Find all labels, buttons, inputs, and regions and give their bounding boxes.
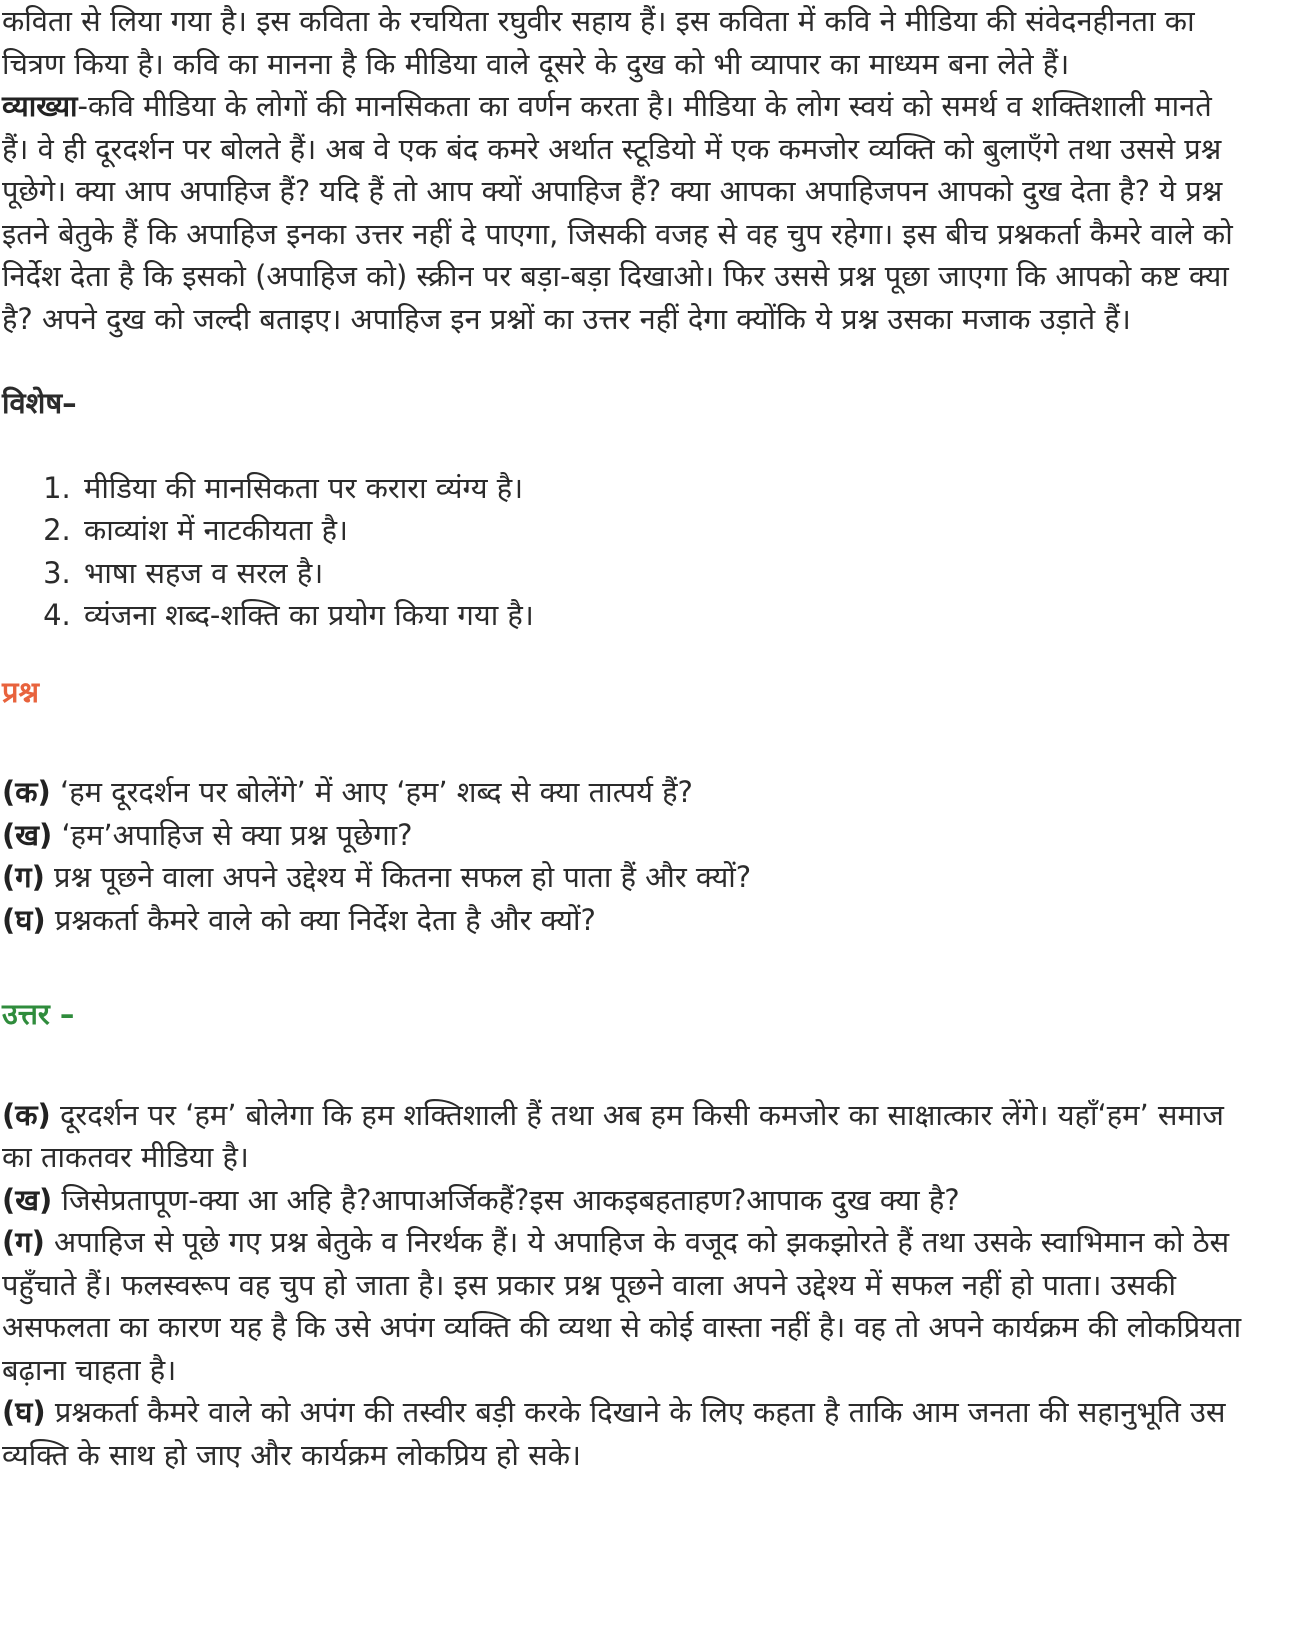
prashn-heading: प्रश्न (2, 674, 40, 709)
question-label: (ख) (2, 817, 53, 852)
answer-label: (क) (2, 1097, 51, 1132)
question-label: (ग) (2, 860, 45, 894)
answer-label: (ग) (2, 1225, 45, 1259)
question-item (2, 814, 1242, 857)
question-label: (घ) (2, 902, 46, 937)
question-text: प्रश्न पूछने वाला अपने उद्देश्य में कितना सफल हो पाता हैं और क्यों? (44, 860, 752, 894)
list-item: 1. मीडिया की मानसिकता पर करारा व्यंग्य है। (80, 467, 1242, 510)
question-item (2, 771, 1242, 814)
vyakhya-paragraph (2, 85, 1242, 340)
answer-text: जिसेप्रतापूण-क्या आ अहि है?आपाअर्जिकहैं?इस आकइबहताहण?आपाक दुख क्या है? (52, 1182, 960, 1217)
list-item: 4. व्यंजना शब्द-शक्ति का प्रयोग किया गया है। (80, 594, 1242, 637)
vyakhya-label: व्याख्या (2, 89, 78, 123)
question-label: (क) (2, 775, 51, 809)
answer-item (2, 1094, 1242, 1179)
answer-item (2, 1391, 1242, 1476)
question-item (2, 856, 1242, 899)
list-item: 2. काव्यांश में नाटकीयता है। (80, 509, 1242, 552)
vishesh-heading: विशेष– (2, 386, 77, 420)
answer-text: प्रश्नकर्ता कैमरे वाले को अपंग की तस्वीर बड़ी करके दिखाने के लिए कहता है ताकि आम जनता की सहानुभूति उस व्यक्ति के साथ हो जाए और कार्यक्रम लोकप्रिय हो सके। (2, 1395, 1226, 1472)
vyakhya-text: -कवि मीडिया के लोगों की मानसिकता का वर्णन करता है। मीडिया के लोग स्वयं को समर्थ व शक्तिशाली मानते हैं। वे ही दूरदर्शन पर बोलते हैं। अब वे एक बंद कमरे अर्थात स्टूडियो में एक कमजोर व्यक्ति को बुलाएँगे तथा उससे प्रश्न पूछेगे। क्या आप अपाहिज हैं? यदि हैं तो आप क्यों अपाहिज हैं? क्या आपका अपाहिजपन आपको दुख देता है? ये प्रश्न इतने बेतुके हैं कि अपाहिज इनका उत्तर नहीं दे पाएगा, जिसकी वजह से वह चुप रहेगा। इस बीच प्रश्नकर्ता कैमरे वाले को निर्देश देता है कि इसको (अपाहिज को) स्क्रीन पर बड़ा-बड़ा दिखाओ। फिर उससे प्रश्न पूछा जाएगा कि आपको कष्ट क्या है? अपने दुख को जल्दी बताइए। अपाहिज इन प्रश्नों का उत्तर नहीं देगा क्योंकि ये प्रश्न उसका मजाक उड़ाते हैं। (2, 89, 1233, 336)
question-text: प्रश्नकर्ता कैमरे वाले को क्या निर्देश देता है और क्यों? (45, 902, 596, 937)
question-item (2, 899, 1242, 942)
uttar-heading: उत्तर – (2, 997, 75, 1031)
answer-text: दूरदर्शन पर ‘हम’ बोलेगा कि हम शक्तिशाली हैं तथा अब हम किसी कमजोर का साक्षात्कार लेंगे। यहाँ‘हम’ समाज का ताकतवर मीडिया है। (2, 1097, 1224, 1174)
answer-item (2, 1221, 1242, 1391)
answer-text: अपाहिज से पूछे गए प्रश्न बेतुके व निरर्थक हैं। ये अपाहिज के वजूद को झकझोरते हैं तथा उसके स्वाभिमान को ठेस पहुँचाते हैं। फलस्वरूप वह चुप हो जाता है। इस प्रकार प्रश्न पूछने वाला अपने उद्देश्य में सफल नहीं हो पाता। उसकी असफलता का कारण यह है कि उसे अपंग व्यक्ति की व्यथा से कोई वास्ता नहीं है। वह तो अपने कार्यक्रम की लोकप्रियता बढ़ाना चाहता है। (2, 1225, 1242, 1387)
answer-item (2, 1179, 1242, 1222)
list-item: 3. भाषा सहज व सरल है। (80, 552, 1242, 595)
vishesh-list (2, 467, 1242, 637)
answer-label: (घ) (2, 1395, 46, 1429)
question-text: ‘हम दूरदर्शन पर बोलेंगे’ में आए ‘हम’ शब्द से क्या तात्पर्य हैं? (50, 775, 693, 809)
intro-paragraph: कविता से लिया गया है। इस कविता के रचयिता रघुवीर सहाय हैं। इस कविता में कवि ने मीडिया की संवेदनहीनता का चित्रण किया है। कवि का मानना है कि मीडिया वाले दूसरे के दुख को भी व्यापार का माध्यम बना लेते हैं। (2, 4, 1195, 81)
answer-label: (ख) (2, 1182, 53, 1217)
question-text: ‘हम’अपाहिज से क्या प्रश्न पूछेगा? (52, 817, 413, 852)
